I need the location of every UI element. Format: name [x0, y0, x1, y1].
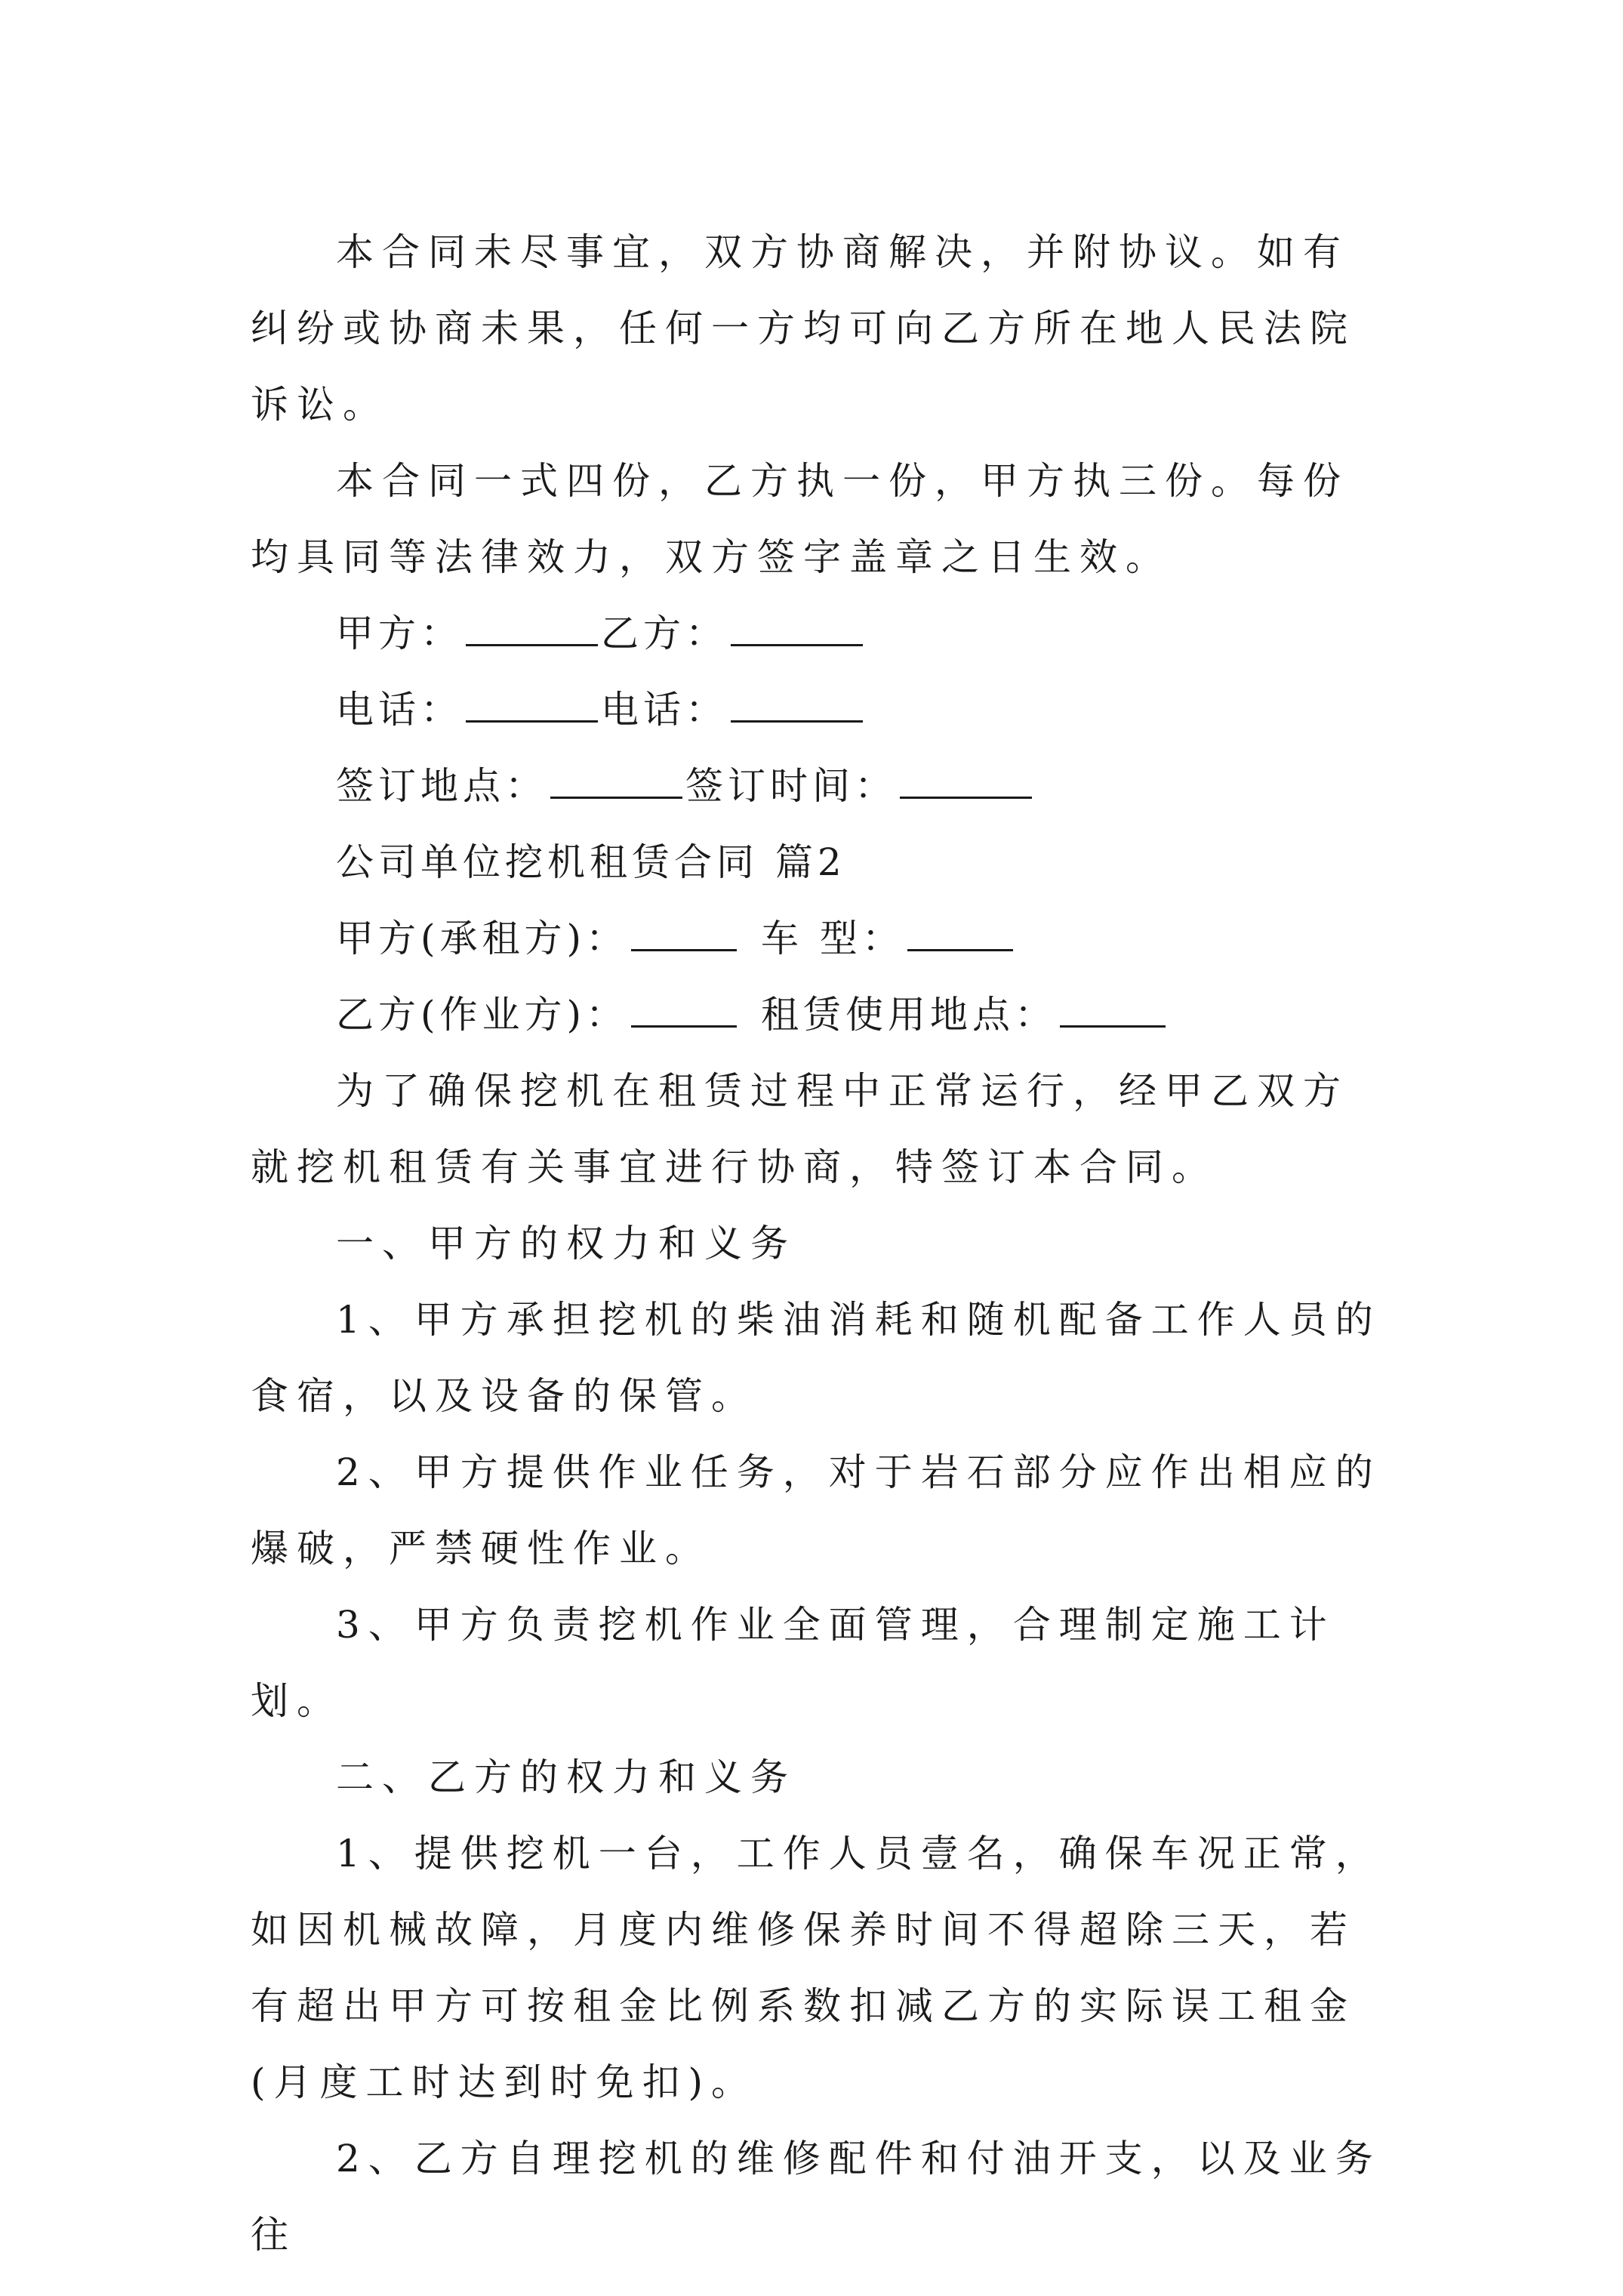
signature-place-time-line [251, 748, 1383, 824]
heading-party-b-rights: 二、乙方的权力和义务 [336, 1755, 796, 1799]
party-a-blank[interactable] [466, 605, 598, 646]
phone-a-blank[interactable] [466, 681, 598, 723]
party-b-item-2: 2、乙方自理挖机的维修配件和付油开支，以及业务往 [251, 2137, 1381, 2257]
party-b-item-1: 1、提供挖机一台，工作人员壹名，确保车况正常，如因机械故障，月度内维修保养时间不得超除三天，若有超出甲方可按租金比例系数扣减乙方的实际误工租金(月度工时达到时免扣)。 [251, 1832, 1381, 2104]
party-b-blank[interactable] [731, 605, 863, 646]
operator-location-line [251, 977, 1383, 1053]
party-a-item-1: 1、甲方承担挖机的柴油消耗和随机配备工作人员的食宿，以及设备的保管。 [251, 1298, 1381, 1418]
sign-place-label: 签订地点： [336, 764, 547, 808]
party-a-label: 甲方： [336, 612, 463, 655]
vehicle-label: 车 型： [761, 917, 904, 960]
lessee-vehicle-line [251, 901, 1383, 977]
phone-a-label: 电话： [336, 688, 463, 732]
document-body [251, 214, 1383, 2273]
phone-b-blank[interactable] [731, 681, 863, 723]
heading-party-a-rights: 一、甲方的权力和义务 [336, 1222, 796, 1265]
party-a-item-3: 3、甲方负责挖机作业全面管理，合理制定施工计划。 [251, 1603, 1335, 1723]
party-a-item-2: 2、甲方提供作业任务，对于岩石部分应作出相应的爆破，严禁硬性作业。 [251, 1450, 1381, 1570]
phone-b-label: 电话： [601, 688, 728, 732]
vehicle-blank[interactable] [907, 910, 1013, 951]
intro-paragraph: 为了确保挖机在租赁过程中正常运行，经甲乙双方就挖机租赁有关事宜进行协商，特签订本合同。 [251, 1069, 1349, 1189]
location-label: 租赁使用地点： [761, 993, 1058, 1037]
clause-copies: 本合同一式四份，乙方执一份，甲方执三份。每份均具同等法律效力，双方签字盖章之日生效。 [251, 459, 1349, 579]
sign-place-blank[interactable] [550, 757, 682, 799]
section-title: 公司单位挖机租赁合同 篇2 [336, 840, 846, 884]
clause-disputes: 本合同未尽事宜，双方协商解决，并附协议。如有纠纷或协商未果，任何一方均可向乙方所在地人民法院诉讼。 [251, 230, 1356, 427]
sign-time-blank[interactable] [900, 757, 1032, 799]
signature-phone-line [251, 672, 1383, 748]
lessee-blank[interactable] [631, 910, 737, 951]
lessee-label: 甲方(承租方)： [336, 917, 629, 960]
party-b-label: 乙方： [601, 612, 728, 655]
sign-time-label: 签订时间： [685, 764, 897, 808]
operator-blank[interactable] [631, 986, 737, 1028]
signature-parties-line [251, 596, 1383, 672]
location-blank[interactable] [1060, 986, 1166, 1028]
operator-label: 乙方(作业方)： [336, 993, 629, 1037]
